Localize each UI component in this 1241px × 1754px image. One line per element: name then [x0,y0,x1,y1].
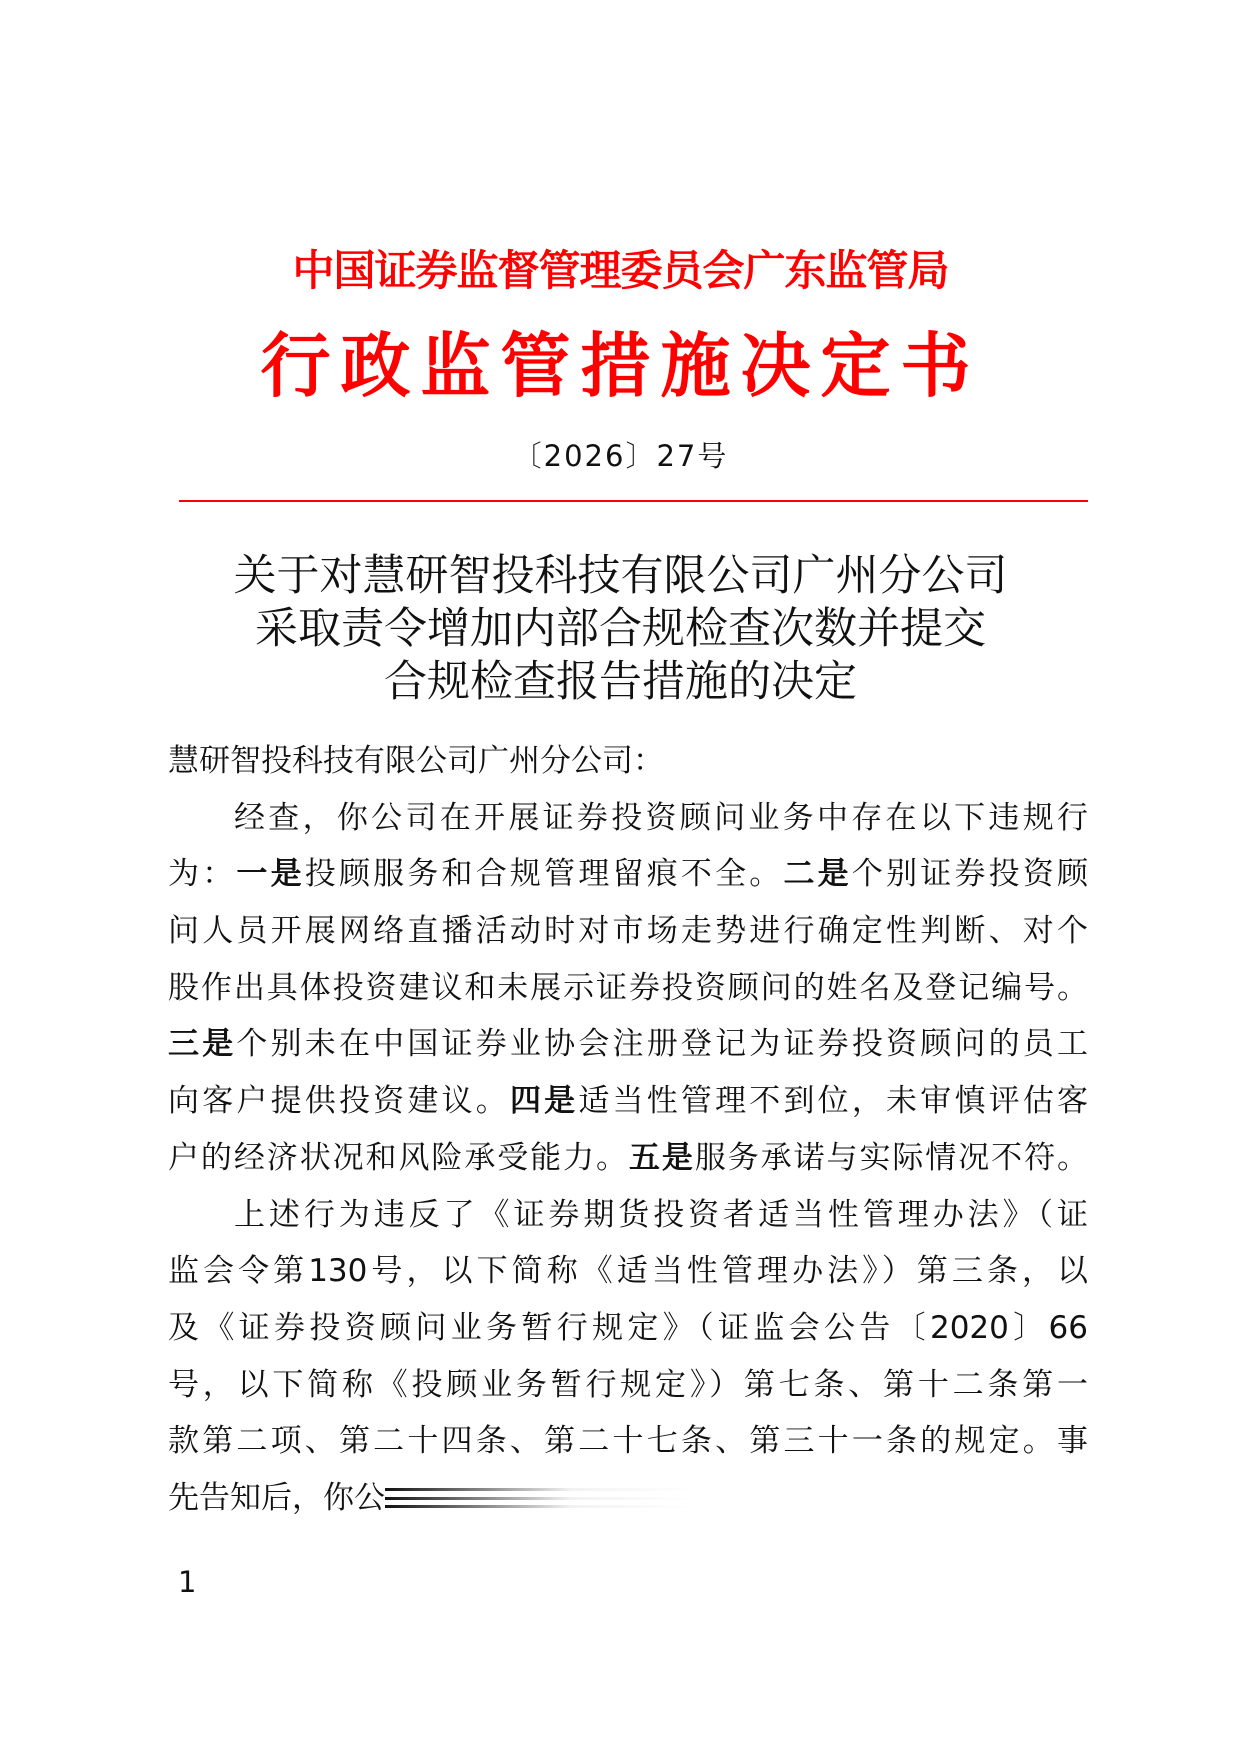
body-line [168,790,1088,847]
body-text: 上述行为违反了《证券期货投资者适当性管理办法》（证 [234,1196,1088,1233]
document-number: 〔2026〕27号 [512,439,729,473]
bold-keyword: 二是 [783,856,852,893]
faded-truncation [385,1486,695,1512]
subject-line-2: 采取责令增加内部合规检查次数并提交 [255,604,986,654]
body-text: 款第二项、第二十四条、第二十七条、第三十一条的规定。事 [168,1423,1088,1460]
bold-keyword: 五是 [628,1139,695,1176]
bold-keyword: 三是 [168,1026,237,1063]
body-text: 监会令第130号，以下简称《适当性管理办法》）第三条，以 [168,1253,1088,1290]
body-line [168,1187,1088,1244]
body-text: 号，以下简称《投顾业务暂行规定》）第七条、第十二条第一 [168,1366,1088,1403]
body-text: 股作出具体投资建议和未展示证券投资顾问的姓名及登记编号。 [168,969,1088,1006]
body-line [168,1300,1088,1357]
body-line [168,1016,1088,1073]
body-line [168,1470,1088,1527]
body-line [168,960,1088,1017]
addressee: 慧研智投科技有限公司广州分公司： [168,743,664,779]
body-text: 经查，你公司在开展证券投资顾问业务中存在以下违规行 [234,799,1088,836]
body-line [168,1413,1088,1470]
body-text: 户的经济状况和风险承受能力。 [168,1139,629,1176]
subject-line-1: 关于对慧研智投科技有限公司广州分公司 [233,551,1008,601]
document-type-title: 行政监管措施决定书 [260,325,981,407]
subject-line-3: 合规检查报告措施的决定 [384,657,857,707]
body-text: 问人员开展网络直播活动时对市场走势进行确定性判断、对个 [168,913,1088,950]
page-number: 1 [178,1565,197,1599]
bold-keyword: 一是 [236,856,305,893]
body-text: 个别证券投资顾 [851,856,1089,893]
body-text: 个别未在中国证券业协会注册登记为证券投资顾问的员工 [236,1026,1089,1063]
body-line [168,1130,1088,1187]
body-line [168,903,1088,960]
issuing-authority: 中国证券监督管理委员会广东监管局 [292,246,949,295]
body-line [168,846,1088,903]
body-text: 服务承诺与实际情况不符。 [694,1139,1089,1176]
body-text: 先告知后，你公 [168,1479,385,1516]
document-body [168,733,1088,1527]
body-text: 为： [168,856,237,893]
body-text: 及《证券投资顾问业务暂行规定》（证监会公告〔2020〕66 [168,1309,1088,1346]
body-line [168,1357,1088,1414]
body-text: 投顾服务和合规管理留痕不全。 [304,856,784,893]
body-line [168,1243,1088,1300]
body-line [168,1073,1088,1130]
bold-keyword: 四是 [509,1083,579,1120]
red-divider [179,500,1088,502]
body-text: 向客户提供投资建议。 [168,1083,510,1120]
body-text: 适当性管理不到位，未审慎评估客 [578,1083,1089,1120]
